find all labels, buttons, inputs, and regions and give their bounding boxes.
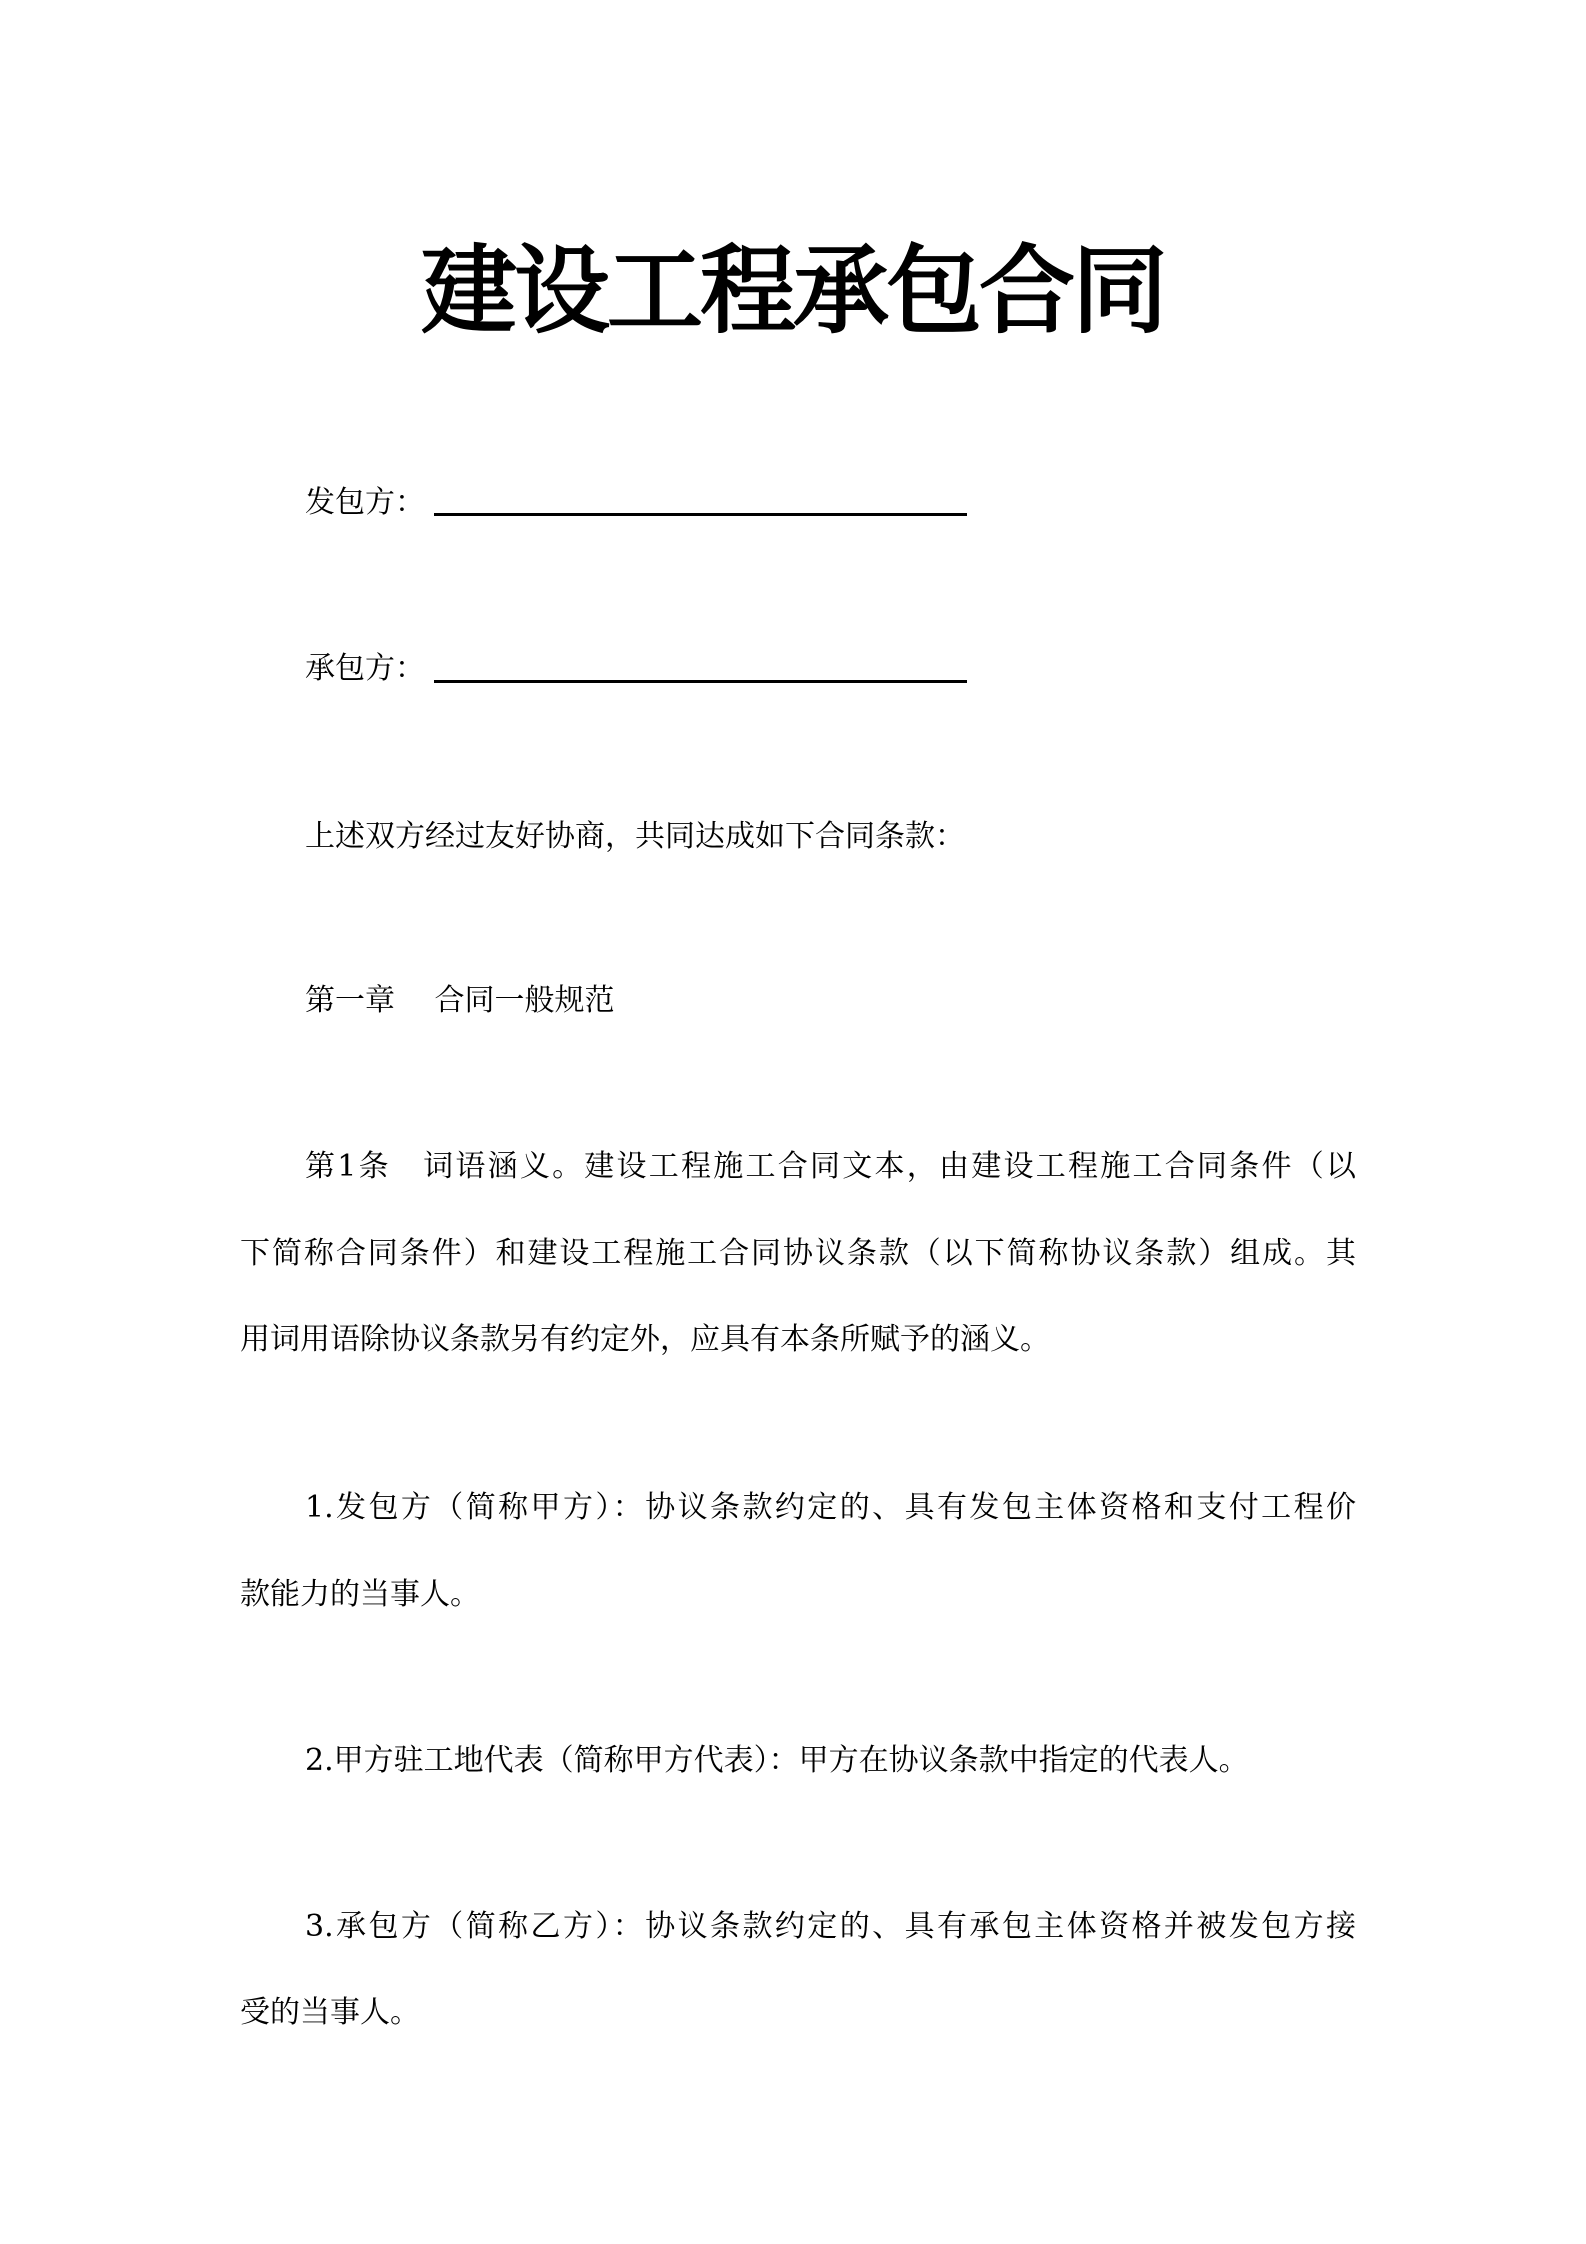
intro-paragraph: 上述双方经过友好协商，共同达成如下合同条款： (305, 819, 965, 854)
definition-line: 1.发包方（简称甲方）：协议条款约定的、具有发包主体资格和支付工程价 (305, 1490, 1356, 1525)
contractor-blank-line[interactable] (434, 680, 967, 683)
chapter-heading: 第一章 合同一般规范 (305, 983, 615, 1018)
definition-line: 2.甲方驻工地代表（简称甲方代表）：甲方在协议条款中指定的代表人。 (305, 1743, 1249, 1778)
definition-line: 3.承包方（简称乙方）：协议条款约定的、具有承包主体资格并被发包方接 (305, 1909, 1356, 1944)
definition-line: 款能力的当事人。 (240, 1577, 480, 1612)
article-1-line: 第1条 词语涵义。建设工程施工合同文本，由建设工程施工合同条件（以 (305, 1149, 1356, 1184)
article-1-line: 下简称合同条件）和建设工程施工合同协议条款（以下简称协议条款）组成。其 (240, 1236, 1356, 1271)
article-1-line: 用词用语除协议条款另有约定外，应具有本条所赋予的涵义。 (240, 1322, 1050, 1357)
employer-label: 发包方： (305, 485, 425, 520)
definition-line: 受的当事人。 (240, 1995, 420, 2030)
employer-blank-line[interactable] (434, 513, 967, 516)
contractor-label: 承包方： (305, 651, 425, 686)
document-title: 建设工程承包合同 (421, 234, 1165, 347)
